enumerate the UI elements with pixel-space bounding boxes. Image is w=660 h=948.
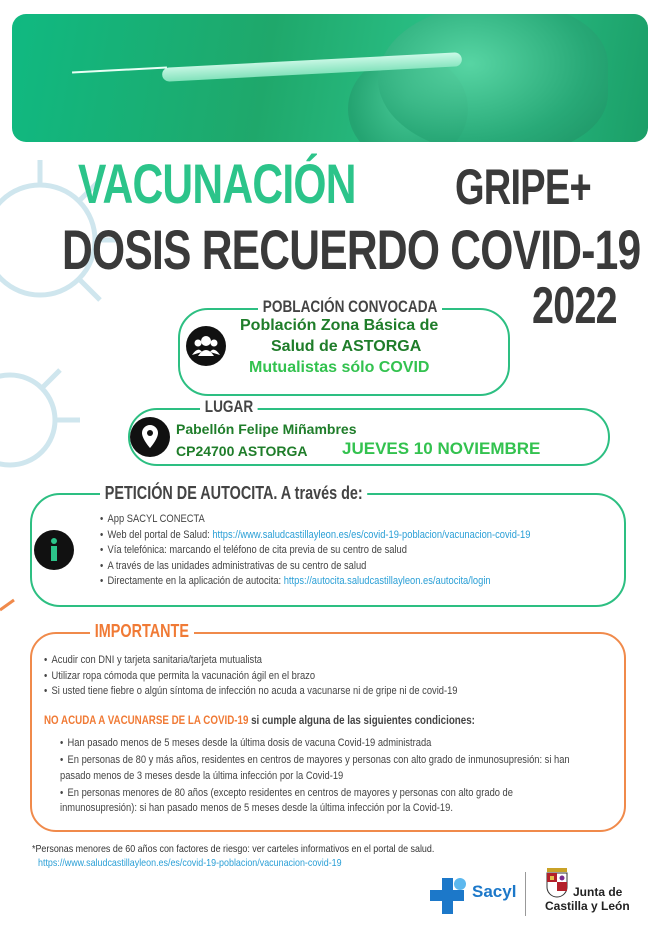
title-vacunacion: VACUNACIÓN <box>78 152 356 215</box>
importante-item: • Utilizar ropa cómoda que permita la vacunación ágil en el brazo <box>44 670 457 686</box>
portal-salud-link[interactable]: https://www.saludcastillayleon.es/es/covid-19-poblacion/vacunacion-covid-19 <box>212 528 531 541</box>
importante-list <box>44 654 530 701</box>
peticion-item: • Web del portal de Salud: https://www.saludcastillayleon.es/es/covid-19-poblacion/vacunacion-covid-19 <box>100 529 530 545</box>
logo-divider <box>525 872 526 916</box>
peticion-item: • App SACYL CONECTA <box>100 513 530 529</box>
condition-item: • En personas de 80 y más años, residentes en centros de mayores y personas con alto grado de inmunosupresión: si han pasado menos de 3 meses desde la última infección por la Covid-19 <box>60 753 587 784</box>
peticion-label: PETICIÓN DE AUTOCITA. A través de: <box>100 483 368 504</box>
lugar-pabellon: Pabellón Felipe Miñambres <box>176 421 357 437</box>
importante-item: • Si usted tiene fiebre o algún síntoma de infección no acuda a vacunarse ni de gripe ni de covid-19 <box>44 685 457 701</box>
hero-vaccine-image <box>12 14 648 142</box>
warning-rest-text: si cumple alguna de las siguientes condiciones: <box>248 715 475 727</box>
poblacion-mutualistas: Mutualistas sólo COVID <box>249 359 430 376</box>
info-icon <box>34 530 74 570</box>
title-dosis-recuerdo: DOSIS RECUERDO COVID-19 <box>62 218 641 281</box>
poblacion-line1: Población Zona Básica de <box>240 317 439 334</box>
poblacion-label: POBLACIÓN CONVOCADA <box>258 297 442 317</box>
warning-line <box>44 715 475 727</box>
condition-item: • Han pasado menos de 5 meses desde la última dosis de vacuna Covid-19 administrada <box>60 736 587 752</box>
importante-label: IMPORTANTE <box>90 621 194 642</box>
title-year: 2022 <box>532 277 617 335</box>
warning-red-text: NO ACUDA A VACUNARSE DE LA COVID-19 <box>44 715 249 727</box>
title-gripe: GRIPE+ <box>455 159 591 215</box>
junta-text-line2: Castilla y León <box>545 899 630 913</box>
peticion-list <box>100 513 606 591</box>
poblacion-line2: Salud de ASTORGA <box>271 338 422 355</box>
lugar-cp: CP24700 ASTORGA <box>176 443 308 459</box>
peticion-item: • A través de las unidades administrativas de su centro de salud <box>100 560 530 576</box>
location-pin-icon <box>130 417 170 457</box>
sacyl-logo-text: Sacyl <box>472 882 517 901</box>
people-icon <box>186 326 226 366</box>
lugar-date: JUEVES 10 NOVIEMBRE <box>342 439 541 458</box>
condition-item: • En personas menores de 80 años (excepto residentes en centros de mayores y personas con alto grado de inmunosupresión): si han pasado menos de 5 meses desde la última infección por la Covid-19. <box>60 786 587 817</box>
importante-item: • Acudir con DNI y tarjeta sanitaria/tarjeta mutualista <box>44 654 457 670</box>
autocita-link[interactable]: https://autocita.saludcastillayleon.es/autocita/login <box>283 575 491 587</box>
junta-text-line1: Junta de <box>573 885 623 899</box>
sacyl-logo-icon <box>430 876 470 916</box>
junta-shield-icon <box>545 866 569 898</box>
footnote-link[interactable]: https://www.saludcastillayleon.es/es/covid-19-poblacion/vacunacion-covid-19 <box>38 857 342 869</box>
peticion-item: • Directamente en la aplicación de autocita: https://autocita.saludcastillayleon.es/autocita/login <box>100 575 530 591</box>
peticion-item: • Vía telefónica: marcando el teléfono de cita previa de su centro de salud <box>100 544 530 560</box>
lugar-label: LUGAR <box>200 397 258 417</box>
conditions-list <box>60 736 660 818</box>
footnote-text: *Personas menores de 60 años con factores de riesgo: ver carteles informativos en el portal de salud. <box>32 843 435 855</box>
